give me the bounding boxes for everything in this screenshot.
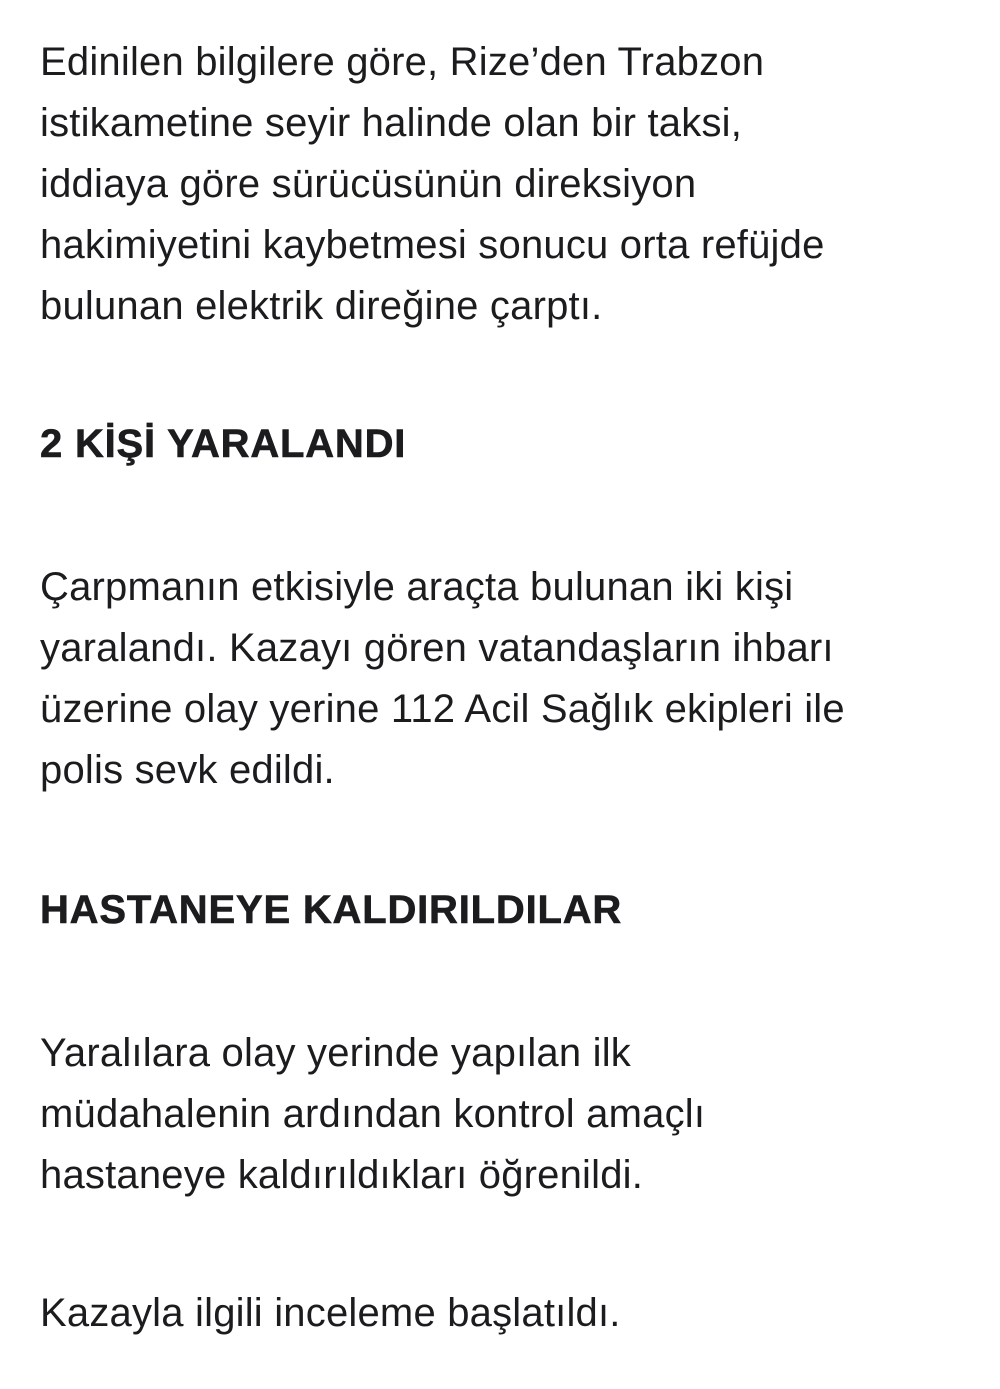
section-heading-hospital: HASTANEYE KALDIRILDILAR [40, 888, 623, 932]
section-heading-injured: 2 KİŞİ YARALANDI [40, 422, 407, 466]
paragraph-injuries: Çarpmanın etkisiyle araçta bulunan iki kişi yaralandı. Kazayı gören vatandaşların ihbarı üzerine olay yerine 112 Acil Sağlık ekipleri ile polis sevk edildi. [40, 565, 845, 792]
paragraph-accident-details: Edinilen bilgilere göre, Rize’den Trabzon istikametine seyir halinde olan bir taksi, iddiaya göre sürücüsünün direksiyon hakimiyetini kaybetmesi sonucu orta refüjde bulunan elektrik direğine çarptı. [40, 40, 825, 328]
paragraph-investigation: Kazayla ilgili inceleme başlatıldı. [40, 1291, 621, 1335]
paragraph-hospital: Yaralılara olay yerinde yapılan ilk müdahalenin ardından kontrol amaçlı hastaneye kaldırıldıkları öğrenildi. [40, 1031, 706, 1197]
